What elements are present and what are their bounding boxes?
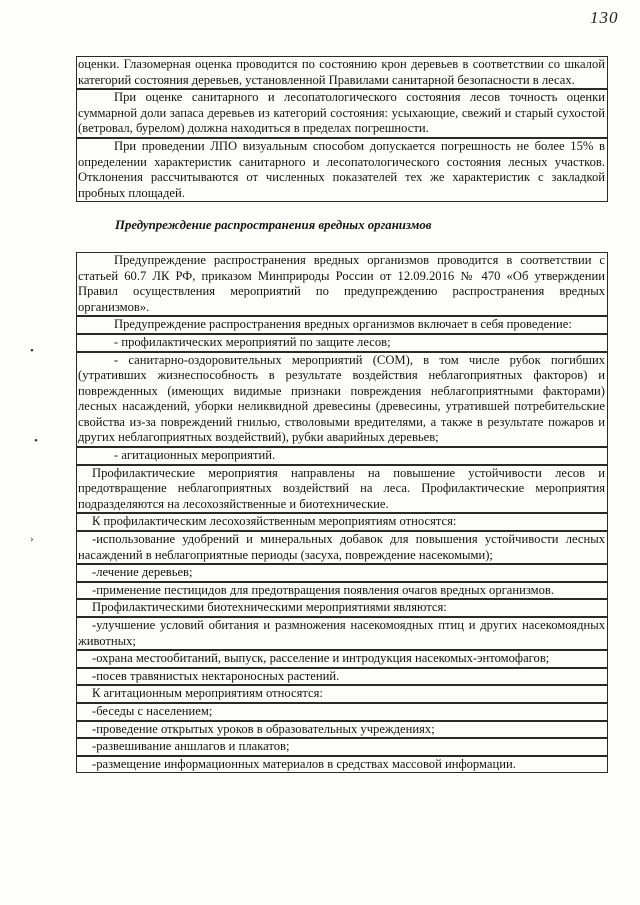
margin-mark: › — [30, 533, 34, 545]
paragraph: -размещение информационных материалов в средствах массовой информации. — [76, 756, 608, 774]
paragraph: Профилактическими биотехническими мероприятиями являются: — [76, 599, 608, 617]
paragraph: -посев травянистых нектароносных растений. — [76, 668, 608, 686]
paragraph: -использование удобрений и минеральных добавок для повышения устойчивости лесных насаждений в неблагоприятные периоды (засуха, повреждение насекомыми); — [76, 531, 608, 564]
page-number: 130 — [590, 8, 619, 27]
margin-mark: • — [30, 345, 34, 357]
paragraph: -развешивание аншлагов и плакатов; — [76, 738, 608, 756]
paragraph: - агитационных мероприятий. — [76, 447, 608, 465]
paragraph: -лечение деревьев; — [76, 564, 608, 582]
paragraph: - профилактических мероприятий по защите лесов; — [76, 334, 608, 352]
paragraph: Предупреждение распространения вредных организмов проводится в соответствии с статьей 60.7 ЛК РФ, приказом Минприроды России от 12.09.2016 № 470 «Об утверждении Правил осуществления мероприятий по предупреждению распространения вредных организмов». — [76, 252, 608, 316]
paragraph: оценки. Глазомерная оценка проводится по состоянию крон деревьев в соответствии со шкалой категорий состояния деревьев, установленной Правилами санитарной безопасности в лесах. — [76, 56, 608, 89]
paragraph: К агитационным мероприятиям относятся: — [76, 685, 608, 703]
document-body — [77, 56, 608, 773]
paragraph: При оценке санитарного и лесопатологического состояния лесов точность оценки суммарной доли запаса деревьев из категорий состояния: усыхающие, свежий и старый сухостой (ветровал, бурелом) должна находиться в пределах погрешности. — [76, 89, 608, 138]
paragraph: - санитарно-оздоровительных мероприятий (СОМ), в том числе рубок погибших (утративших жизнеспособность в результате воздействия неблагоприятных факторов) и поврежденных (имеющих видимые признаки повреждения неблагоприятными факторами) лесных насаждений, уборки неликвидной древесины (древесины, утратившей потребительские свойства из-за повреждений гнилью, стволовыми вредителями, а также в результате пожаров и других неблагоприятных воздействий), рубки аварийных деревьев; — [76, 352, 608, 448]
paragraph: -применение пестицидов для предотвращения появления очагов вредных организмов. — [76, 582, 608, 600]
paragraph: -беседы с населением; — [76, 703, 608, 721]
paragraph: -улучшение условий обитания и размножения насекомоядных птиц и других насекомоядных животных; — [76, 617, 608, 650]
paragraph: -охрана местообитаний, выпуск, расселение и интродукция насекомых-энтомофагов; — [76, 650, 608, 668]
section-heading: Предупреждение распространения вредных организмов — [115, 218, 432, 233]
paragraph: -проведение открытых уроков в образовательных учреждениях; — [76, 721, 608, 739]
paragraph: Профилактические мероприятия направлены на повышение устойчивости лесов и предотвращение неблагоприятных воздействий на леса. Профилактические мероприятия подразделяются на лесохозяйственные и биотехнические. — [76, 465, 608, 514]
margin-mark: • — [34, 435, 38, 447]
paragraph-group-top — [77, 56, 608, 202]
paragraph-group-main — [77, 252, 608, 773]
paragraph: При проведении ЛПО визуальным способом допускается погрешность не более 15% в определении характеристик санитарного и лесопатологического состояния лесных участков. Отклонения рассчитываются от численных показателей тех же характеристик с закладкой пробных площадей. — [76, 138, 608, 202]
paragraph: К профилактическим лесохозяйственным мероприятиям относятся: — [76, 513, 608, 531]
paragraph: Предупреждение распространения вредных организмов включает в себя проведение: — [76, 316, 608, 334]
